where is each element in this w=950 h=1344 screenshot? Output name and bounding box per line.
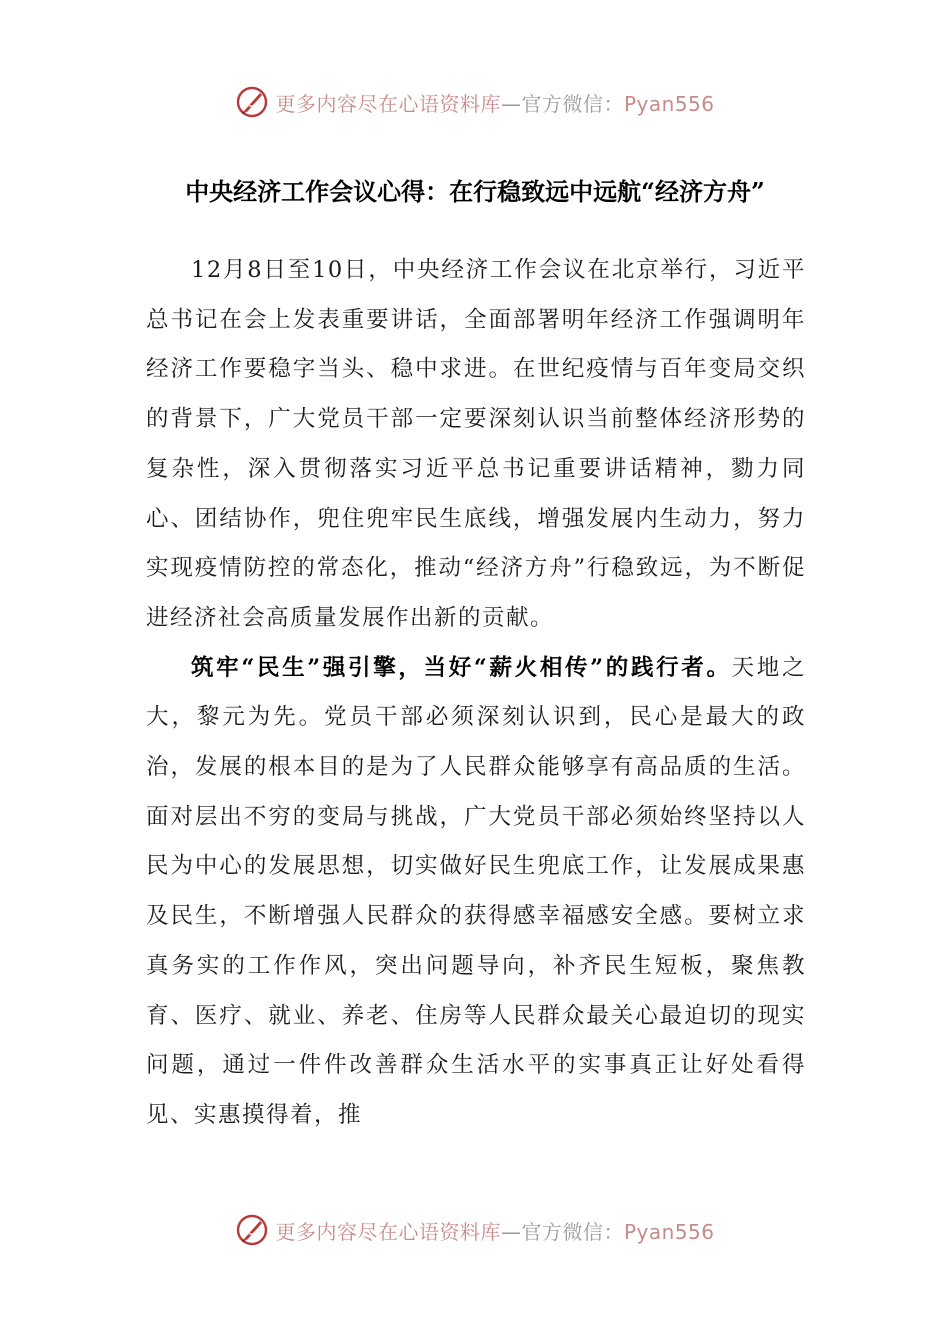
banner-wechat-label: 官方微信： <box>521 1219 624 1244</box>
paragraph-lead-heading: 筑牢“民生”强引擎，当好“薪火相传”的践行者。 <box>191 654 732 681</box>
header-banner-text <box>275 88 714 117</box>
banner-site-text: 更多内容尽在心语资料库 <box>275 1219 501 1244</box>
footer-banner <box>0 1210 950 1250</box>
banner-wechat-label: 官方微信： <box>521 91 624 116</box>
quill-logo-icon <box>235 1213 269 1247</box>
quill-logo-icon <box>235 85 269 119</box>
article-title: 中央经济工作会议心得：在行稳致远中远航“经济方舟” <box>185 177 765 206</box>
banner-wechat-id: Pyan556 <box>623 1219 715 1244</box>
banner-dash: — <box>500 1219 522 1244</box>
banner-site-text: 更多内容尽在心语资料库 <box>275 91 501 116</box>
banner-wechat-id: Pyan556 <box>623 91 715 116</box>
article-body <box>146 246 806 1141</box>
banner-dash: — <box>500 91 522 116</box>
header-banner <box>0 82 950 122</box>
paragraph-text: 12月8日至10日，中央经济工作会议在北京举行，习近平总书记在会上发表重要讲话，全面部署明年经济工作强调明年经济工作要稳字当头、稳中求进。在世纪疫情与百年变局交织的背景下，广大党员干部一定要深刻认识当前整体经济形势的复杂性，深入贯彻落实习近平总书记重要讲话精神，勠力同心、团结协作，兜住兜牢民生底线，增强发展内生动力，努力实现疫情防控的常态化，推动“经济方舟”行稳致远，为不断促进经济社会高质量发展作出新的贡献。 <box>146 257 806 631</box>
article-paragraph <box>146 246 806 644</box>
footer-banner-text <box>275 1216 714 1245</box>
article-paragraph <box>146 644 806 1141</box>
paragraph-text: 天地之大，黎元为先。党员干部必须深刻认识到，民心是最大的政治，发展的根本目的是为了人民群众能够享有高品质的生活。面对层出不穷的变局与挑战，广大党员干部必须始终坚持以人民为中心的发展思想，切实做好民生兜底工作，让发展成果惠及民生，不断增强人民群众的获得感幸福感安全感。要树立求真务实的工作作风，突出问题导向，补齐民生短板，聚焦教育、医疗、就业、养老、住房等人民群众最关心最迫切的现实问题，通过一件件改善群众生活水平的实事真正让好处看得见、实惠摸得着，推 <box>146 654 806 1128</box>
